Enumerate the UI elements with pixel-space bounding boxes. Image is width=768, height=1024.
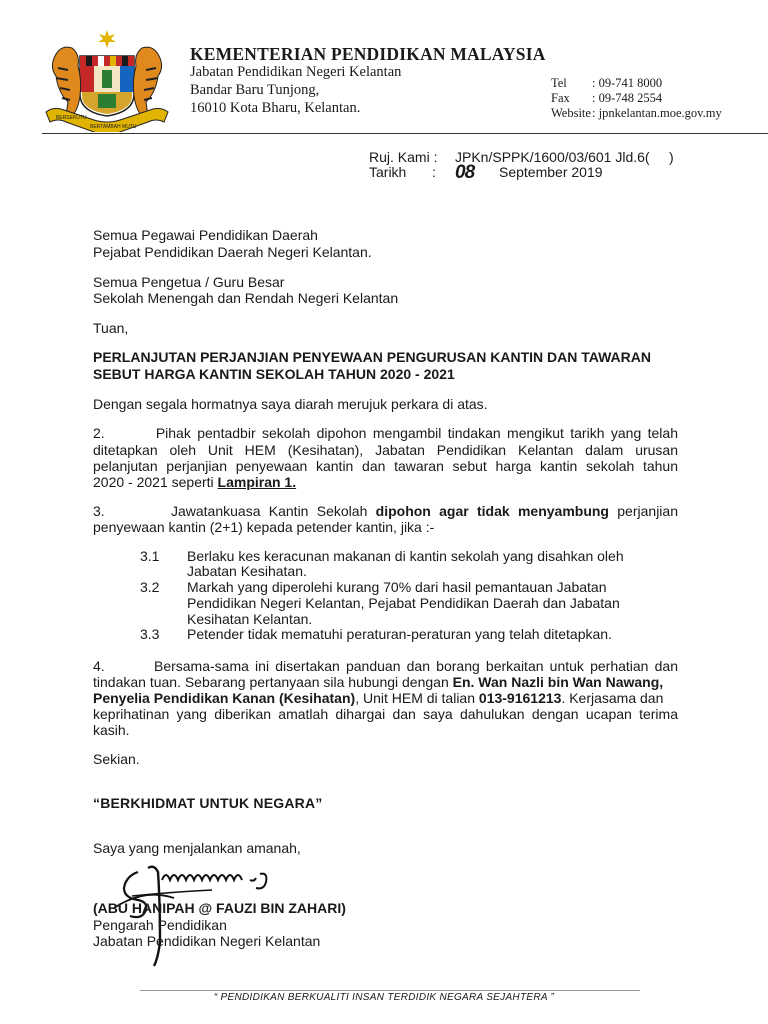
date-month-year: September 2019 bbox=[499, 164, 603, 180]
subject-line: SEBUT HARGA KANTIN SEKOLAH TAHUN 2020 - 2021 bbox=[93, 366, 455, 382]
tel-label: Tel bbox=[551, 76, 567, 90]
lampiran-1-reference: Lampiran 1. bbox=[217, 474, 297, 490]
paragraph-4-text: tindakan tuan. Sebarang pertanyaan sila hubungi dengan bbox=[93, 674, 453, 690]
condition-number: 3.1 bbox=[140, 548, 160, 564]
paragraph-3-text: perjanjian bbox=[608, 503, 678, 519]
paragraph-4-text: , Unit HEM di talian bbox=[355, 690, 479, 706]
paragraph-3-text: 3. Jawatankuasa Kantin Sekolah bbox=[93, 503, 376, 519]
recipient-line: Semua Pegawai Pendidikan Daerah bbox=[93, 227, 318, 243]
paragraph-4-line bbox=[93, 690, 663, 706]
motto: “BERKHIDMAT UNTUK NEGARA” bbox=[93, 795, 323, 811]
paragraph-1: Dengan segala hormatnya saya diarah merujuk perkara di atas. bbox=[93, 396, 488, 412]
condition-text: Kesihatan Kelantan. bbox=[187, 611, 313, 627]
reference-number: JPKn/SPPK/1600/03/601 Jld.6( ) bbox=[455, 149, 674, 165]
contact-phone: 013-9161213 bbox=[478, 690, 562, 706]
website-label: Website bbox=[551, 106, 591, 120]
svg-text:BERTAMBAH MUTU: BERTAMBAH MUTU bbox=[90, 124, 137, 130]
signatory-name: (ABU HANIPAH @ FAUZI BIN ZAHARI) bbox=[93, 900, 346, 916]
paragraph-4-line: 4. Bersama-sama ini disertakan panduan dan borang berkaitan untuk perhatian dan bbox=[93, 658, 678, 674]
website-value: : jpnkelantan.moe.gov.my bbox=[592, 106, 722, 120]
paragraph-4-line: kasih. bbox=[93, 722, 130, 738]
address-line: 16010 Kota Bharu, Kelantan. bbox=[190, 100, 361, 116]
paragraph-2-line: 2. Pihak pentadbir sekolah dipohon mengambil tindakan mengikut tarikh yang telah bbox=[93, 425, 678, 441]
paragraph-3-line bbox=[93, 503, 678, 520]
paragraph-3-line: penyewaan kantin (2+1) kepada petender kantin, jika :- bbox=[93, 519, 435, 535]
condition-text: Markah yang diperolehi kurang 70% dari hasil pemantauan Jabatan bbox=[187, 579, 607, 595]
signatory-title: Pengarah Pendidikan bbox=[93, 917, 227, 933]
signatory-department: Jabatan Pendidikan Negeri Kelantan bbox=[93, 933, 321, 949]
paragraph-4-line bbox=[93, 674, 663, 690]
trust-line: Saya yang menjalankan amanah, bbox=[93, 840, 301, 856]
svg-text:BERSEKUTU: BERSEKUTU bbox=[56, 115, 87, 121]
reference-label: Ruj. Kami : bbox=[369, 149, 438, 165]
subject-line: PERLANJUTAN PERJANJIAN PENYEWAAN PENGURUSAN KANTIN DAN TAWARAN bbox=[93, 349, 651, 365]
paragraph-2-line: ditetapkan oleh Unit HEM (Kesihatan), Jabatan Pendidikan Kelantan dalam urusan bbox=[93, 442, 678, 458]
address-line: Bandar Baru Tunjong, bbox=[190, 82, 320, 98]
ministry-name: KEMENTERIAN PENDIDIKAN MALAYSIA bbox=[190, 44, 546, 64]
paragraph-2-text: 2020 - 2021 seperti bbox=[93, 474, 218, 490]
condition-text: Jabatan Kesihatan. bbox=[187, 563, 307, 579]
letterhead-divider bbox=[42, 133, 768, 134]
footer-slogan: “ PENDIDIKAN BERKUALITI INSAN TERDIDIK NEGARA SEJAHTERA ” bbox=[213, 992, 555, 1003]
condition-text: Pendidikan Negeri Kelantan, Pejabat Pendidikan Daerah dan Jabatan bbox=[187, 595, 620, 611]
condition-text: Petender tidak mematuhi peraturan-peraturan yang telah ditetapkan. bbox=[187, 626, 612, 642]
paragraph-2-line: pelanjutan perjanjian penyewaan kantin dan tawaran sebut harga kantin sekolah tahun bbox=[93, 458, 678, 474]
salutation: Tuan, bbox=[93, 320, 129, 336]
condition-number: 3.2 bbox=[140, 579, 160, 595]
paragraph-4-line: keprihatinan yang diberikan amatlah dihargai dan saya dahulukan dengan ucapan terima bbox=[93, 706, 678, 722]
recipient-line: Sekolah Menengah dan Rendah Negeri Kelantan bbox=[93, 290, 399, 306]
malaysia-coat-of-arms-icon bbox=[42, 28, 172, 132]
tel-value: : 09-741 8000 bbox=[592, 76, 663, 90]
contact-person-name: En. Wan Nazli bin Wan Nawang, bbox=[452, 674, 664, 690]
paragraph-4-text: . Kerjasama dan bbox=[561, 690, 664, 706]
date-label: Tarikh bbox=[369, 164, 407, 180]
closing: Sekian. bbox=[93, 751, 140, 767]
fax-label: Fax bbox=[551, 91, 570, 105]
date-day-handwritten: 08 bbox=[455, 162, 475, 183]
paragraph-2-line bbox=[93, 474, 296, 490]
conditions-list bbox=[0, 548, 768, 648]
paragraph-3-emphasis: dipohon agar tidak menyambung bbox=[375, 503, 609, 519]
recipient-line: Pejabat Pendidikan Daerah Negeri Kelantan. bbox=[93, 244, 372, 260]
date-colon: : bbox=[432, 164, 436, 180]
recipient-line: Semua Pengetua / Guru Besar bbox=[93, 274, 285, 290]
condition-number: 3.3 bbox=[140, 626, 160, 642]
address-line: Jabatan Pendidikan Negeri Kelantan bbox=[190, 64, 402, 80]
contact-person-title: Penyelia Pendidikan Kanan (Kesihatan) bbox=[93, 690, 356, 706]
fax-value: : 09-748 2554 bbox=[592, 91, 663, 105]
footer-divider bbox=[140, 990, 640, 991]
condition-text: Berlaku kes keracunan makanan di kantin sekolah yang disahkan oleh bbox=[187, 548, 624, 564]
